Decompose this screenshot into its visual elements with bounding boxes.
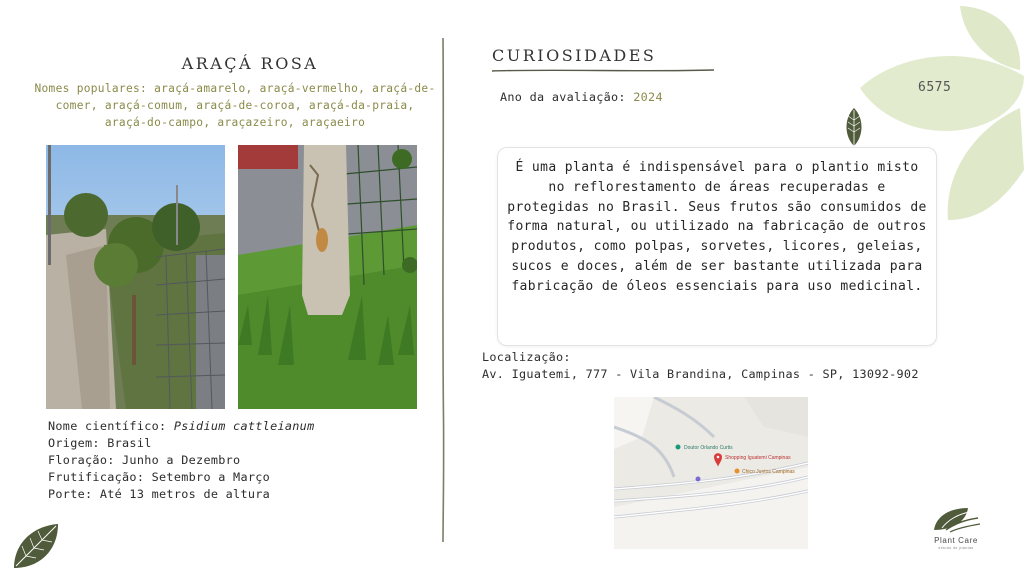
location-address: Av. Iguatemi, 777 - Vila Brandina, Campinas - SP, 13092-902 bbox=[482, 367, 919, 381]
curiosities-card bbox=[497, 147, 937, 346]
flowering: Floração: Junho a Dezembro bbox=[48, 453, 241, 467]
curiosities-title: CURIOSIDADES bbox=[492, 46, 657, 65]
leaf-icon-small bbox=[844, 108, 864, 148]
plant-photo-fence bbox=[46, 145, 225, 409]
scientific-name-value: Psidium cattleianum bbox=[173, 419, 315, 433]
vertical-divider bbox=[441, 38, 445, 542]
popular-names: Nomes populares: araçá-amarelo, araçá-vermelho, araçá-de-comer, araçá-comum, araçá-de-coroa, araçá-da-praia, araçá-do-campo, araçazeiro, araçaeiro bbox=[34, 82, 436, 129]
map-label-poi-2: Doutor Orlando Curtis bbox=[684, 445, 733, 451]
evaluation-year-value: 2024 bbox=[633, 90, 663, 104]
evaluation-year: Ano da avaliação: 2024 bbox=[500, 90, 663, 104]
plant-code: 6575 bbox=[918, 80, 952, 95]
origin: Origem: Brasil bbox=[48, 436, 152, 450]
location-label: Localização: bbox=[482, 350, 571, 364]
plant-photo-trunk bbox=[238, 145, 417, 409]
curiosities-text: É uma planta é indispensável para o plantio misto no reflorestamento de áreas recuperadas e protegidas no Brasil. Seus frutos são consumidos de forma natural, ou utilizado na fabricação de outros produtos, como polpas, sorvetes, licores, geleias, sucos e doces, além de ser bastante utilizada para fabricação de óleos essenciais para uso medicinal. bbox=[507, 160, 927, 294]
map-label-poi-3: Chico Juntos Campinas bbox=[742, 469, 795, 475]
size: Porte: Até 13 metros de altura bbox=[48, 487, 271, 501]
brand-tagline: estudo de plantas bbox=[938, 546, 974, 550]
plant-facts bbox=[48, 418, 315, 503]
brand-name: Plant Care bbox=[934, 536, 978, 545]
plant-care-logo bbox=[928, 502, 984, 534]
fruiting: Frutificação: Setembro a Março bbox=[48, 470, 271, 484]
map-label-poi-1: Shopping Iguatemi Campinas bbox=[725, 455, 791, 461]
scientific-name: Nome científico: Psidium cattleianum bbox=[48, 419, 315, 433]
plant-title: ARAÇÁ ROSA bbox=[181, 54, 319, 73]
leaf-decoration-bottom-left bbox=[10, 522, 62, 572]
location-map[interactable] bbox=[614, 397, 808, 549]
title-underline bbox=[492, 68, 714, 73]
